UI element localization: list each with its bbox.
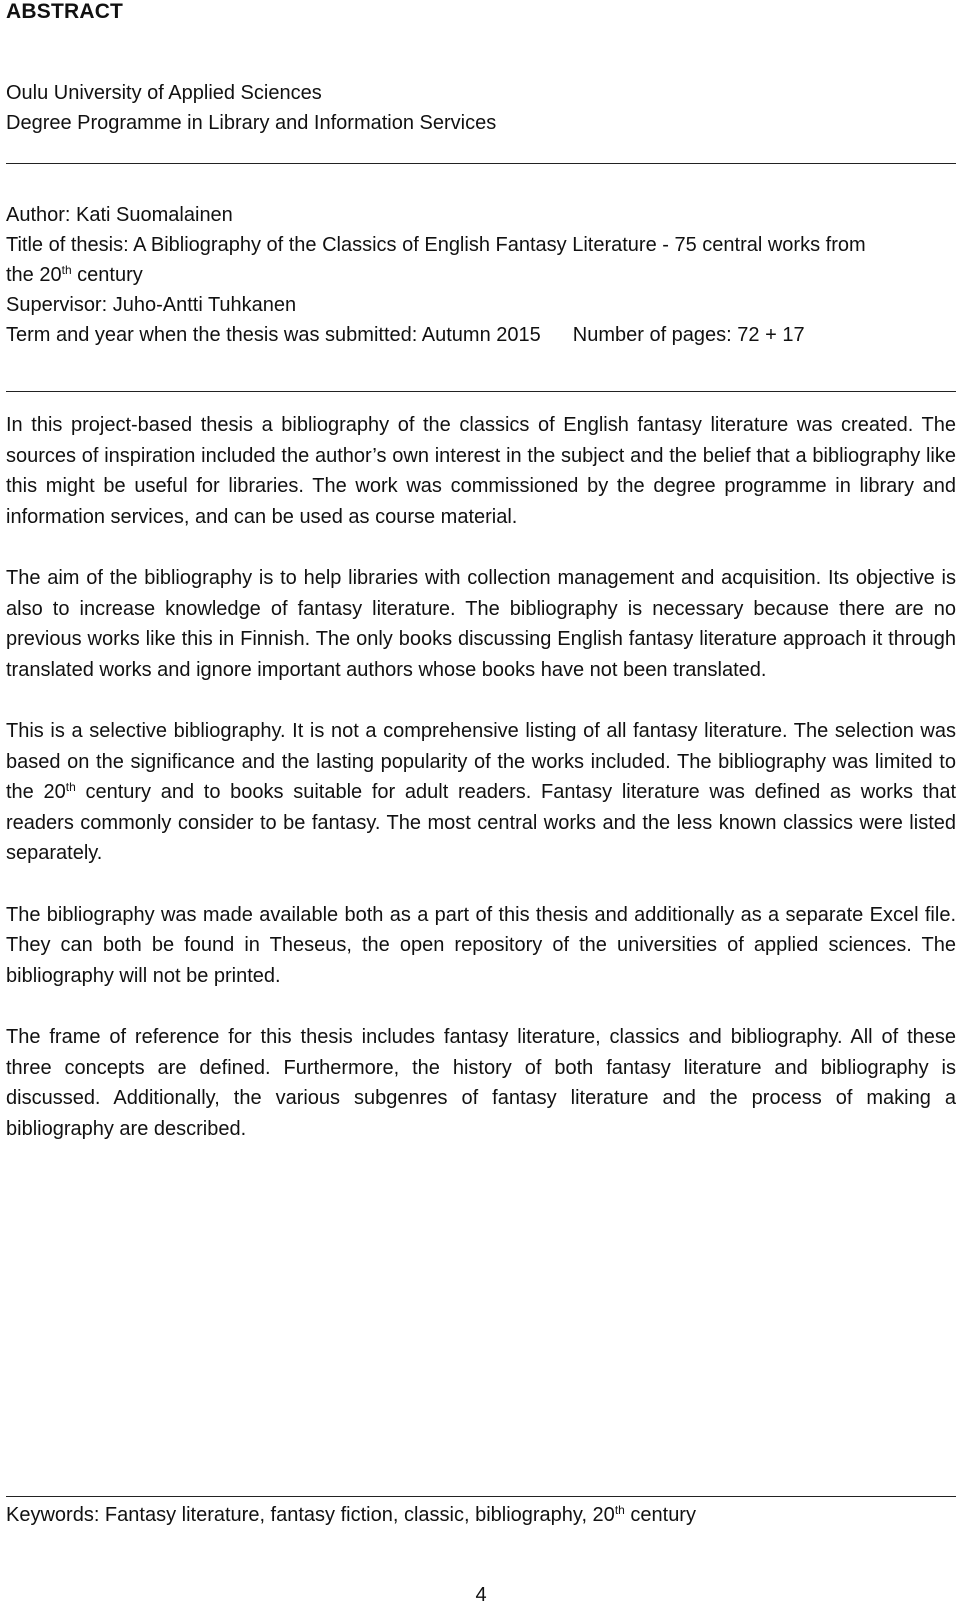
page-number: 4 [475, 1584, 487, 1606]
term-pages-line [6, 320, 956, 350]
abstract-paragraph-4: The bibliography was made available both as a part of this thesis and additionally as a separate Excel file. They can both be found in Theseus, the open repository of the universities of applied sciences. The bibliography will not be printed. [6, 903, 956, 987]
paragraph-3-superscript: th [65, 780, 76, 794]
keywords-line [6, 1500, 696, 1530]
document-page [6, 0, 956, 1620]
author-line: Author: Kati Suomalainen [6, 204, 233, 226]
abstract-body [6, 410, 956, 1144]
supervisor-line: Supervisor: Juho-Antti Tuhkanen [6, 294, 297, 316]
divider-top [6, 163, 956, 164]
abstract-paragraph-1: In this project-based thesis a bibliography of the classics of English fantasy literature was created. The sources of inspiration included the author’s own interest in the subject and the belief that a bibliography like this might be useful for libraries. The work was commissioned by the degree programme in library and information services, and can be used as course material. [6, 414, 956, 528]
degree-programme: Degree Programme in Library and Information Services [6, 112, 497, 134]
keywords-superscript: th [614, 1503, 625, 1517]
title-century-suffix: century [71, 264, 143, 286]
title-superscript: th [61, 263, 72, 277]
keywords-suffix: century [624, 1504, 696, 1526]
abstract-paragraph-5: The frame of reference for this thesis includes fantasy literature, classics and bibliography. All of these three concepts are defined. Furthermore, the history of both fantasy literature and bibliography is discussed. Additionally, the various subgenres of fantasy literature and the process of making a bibliography are described. [6, 1026, 956, 1140]
paragraph-3-start: This is a selective bibliography. It is not a comprehensive listing of all fantasy literature. The selection was based on the significance and the lasting popularity of the works included. The bibliography was limited to the 20 [6, 720, 956, 803]
institution-block [6, 78, 956, 138]
keywords-text: Keywords: Fantasy literature, fantasy fiction, classic, bibliography, 20 [6, 1504, 615, 1526]
submission-term: Term and year when the thesis was submitted: Autumn 2015 [6, 324, 541, 346]
abstract-paragraph-3 [6, 716, 956, 869]
university-name: Oulu University of Applied Sciences [6, 82, 322, 104]
abstract-paragraph-2: The aim of the bibliography is to help libraries with collection management and acquisition. Its objective is also to increase knowledge of fantasy literature. The bibliography is necessary because there are no previous works like this in Finnish. The only books discussing English fantasy literature approach it through translated works and ignore important authors whose books have not been translated. [6, 567, 956, 681]
thesis-title-line-2 [6, 260, 956, 290]
divider-bottom [6, 1496, 956, 1497]
paragraph-3-end: century and to books suitable for adult readers. Fantasy literature was defined as works that readers commonly consider to be fantasy. The most central works and the less known classics were listed separately. [6, 781, 956, 864]
thesis-meta-block [6, 200, 956, 350]
page-count: Number of pages: 72 + 17 [572, 324, 805, 346]
thesis-title-line-1: Title of thesis: A Bibliography of the Classics of English Fantasy Literature - 75 central works from [6, 234, 866, 256]
divider-middle [6, 391, 956, 392]
title-century-text: the 20 [6, 264, 62, 286]
abstract-heading: ABSTRACT [6, 0, 124, 23]
